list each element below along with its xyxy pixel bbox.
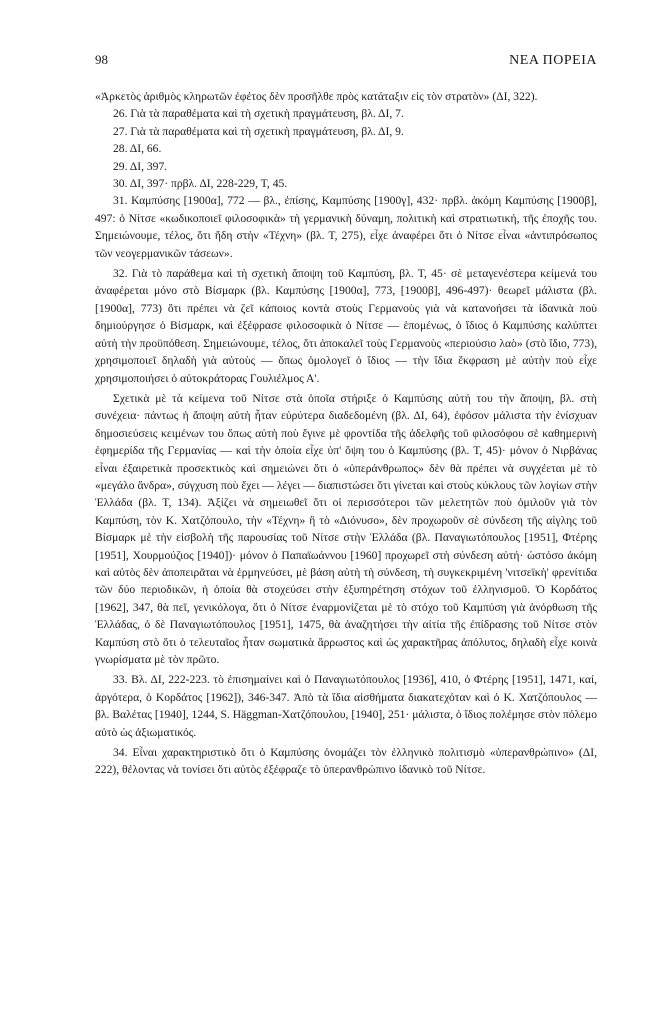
note-33: 33. Βλ. ΔΙ, 222-223. τὸ ἐπισημαίνει καὶ ὁ Παναγιωτόπουλος [1936], 410, ὁ Φτέρης [1951], 1471, καί, ἀργότερα, ὁ Κορδάτος [1962]), 346-347. Ἀπὸ τὰ ἴδια αἰσθήματα διακατεχόταν καὶ ὁ Κ. Χατζόπουλος — βλ. Βαλέτας [1940], 1244, S. Häggman-Χατζόπουλου, [1940], 251· μάλιστα, ὁ ἴδιος πολέμησε στὸν πόλεμο αὐτὸ ὡς ἀξιωματικός. <box>95 673 597 739</box>
page-number: 98 <box>95 52 108 67</box>
running-head: ΝΕΑ ΠΟΡΕΙΑ <box>509 53 597 68</box>
note-34: 34. Εἶναι χαρακτηριστικὸ ὅτι ὁ Καμπύσης ὀνομάζει τὸν ἑλληνικὸ πολιτισμὸ «ὑπερανθρώπινο» (ΔΙ, 222), θέλοντας νὰ τονίσει ὅτι αὐτὸς ἐξέφραζε τὸ ὑπερανθρώπινο ἰδανικὸ τοῦ Νίτσε. <box>95 746 597 777</box>
note-28: 28. ΔΙ, 66. <box>113 142 162 156</box>
note-27: 27. Γιὰ τὰ παραθέματα καὶ τὴ σχετικὴ πραγμάτευση, βλ. ΔΙ, 9. <box>113 124 404 138</box>
footnotes <box>95 88 597 779</box>
note-30: 30. ΔΙ, 397· πρβλ. ΔΙ, 228-229, Τ, 45. <box>113 177 288 191</box>
note-32: 32. Γιὰ τὸ παράθεμα καὶ τὴ σχετικὴ ἄποψη τοῦ Καμπύση, βλ. Τ, 45· σὲ μεταγενέστερα κείμενά του ἀναφέρεται μόνο στὸ Βίσμαρκ (βλ. Καμπύσης [1900α], 773, [1900β], 496-497)· θεωρεῖ μάλιστα (βλ. [1900α], 773) ὅτι πρέπει νὰ ζεῖ κάποιος κοντὰ στοὺς Γερμανοὺς γιὰ νὰ κατανοήσει τὰ ἰδανικὰ ποὺ δημιούργησε ὁ Βίσμαρκ, καὶ ἐξέφρασε φιλοσοφικὰ ὁ Νίτσε — ἑπομένως, ὁ ἴδιος ὁ Καμπύσης καλύπτει αὐτὴ τὴν προϋπόθεση. Σημειώνουμε, τέλος, ὅτι ἀποκαλεῖ τοὺς Γερμανοὺς «περιούσιο λαὸ» (στὸ ἴδιο, 773), χρησιμοποιεῖ δηλαδὴ γιὰ αὐτοὺς — ὅπως ὁμολογεῖ ὁ ἴδιος — τὴν ἴδια ἔκφραση μὲ αὐτὴν ποὺ εἶχε χρησιμοποιήσει ὁ αὐτοκράτορας Γουλιέλμος Α'. <box>95 267 597 385</box>
note-26: 26. Γιὰ τὰ παραθέματα καὶ τὴ σχετικὴ πραγμάτευση, βλ. ΔΙ, 7. <box>113 107 404 121</box>
note-29: 29. ΔΙ, 397. <box>113 159 168 173</box>
page <box>95 52 597 779</box>
note-32-continued: Σχετικὰ μὲ τὰ κείμενα τοῦ Νίτσε στὰ ὁποῖα στήριξε ὁ Καμπύσης αὐτή του τὴν ἄποψη, βλ. στὴ συνέχεια· πάντως ἡ ἄποψη αὐτὴ ἦταν εὐρύτερα διαδεδομένη (βλ. ΔΙ, 64), ἐφόσον μάλιστα τὴν ἐνίσχυαν δημοσιεύσεις κειμένων του ὅπως αὐτὴ ποὺ ἔγινε μὲ φροντίδα τῆς ἀδελφῆς τοῦ φιλοσόφου σὲ καθημερινὴ ἐφημερίδα τῆς Γερμανίας — καὶ τὴν ὁποία εἶχε ὑπ' ὄψη του ὁ Καμπύσης (βλ. Τ, 45)· μόνον ὁ Νιρβάνας εἶναι ἐξαιρετικὰ προσεκτικὸς καὶ σημειώνει ὅτι ὁ «ὑπεράνθρωπος» δὲν θὰ πρέπει νὰ συγχέεται μὲ τὸ «μεγάλο ἄνδρα», σύγχυση ποὺ ἔχει — λέγει — διαπιστώσει ὅτι γίνεται καὶ στοὺς κύκλους τῶν λογίων στὴν Ἑλλάδα (βλ. Τ, 134). Ἀξίζει νὰ σημειωθεῖ ὅτι οἱ περισσότεροι τῶν μελετητῶν ποὺ ὁμιλοῦν γιὰ τὸν Καμπύση, τὸν Κ. Χατζόπουλο, τὴν «Τέχνη» ἢ τὸ «Διόνυσο», δὲν προχωροῦν σὲ σύνδεση τῆς αἰγλης τοῦ Βίσμαρκ μὲ τὴν εἰσβολὴ τῆς παρουσίας τοῦ Νίτσε στὴν Ἑλλάδα (βλ. Παναγιωτόπουλος [1951], Φτέρης [1951], Χουρμούζιος [1940])· μόνον ὁ Παπαϊωάννου [1960] προχωρεῖ στὴ σύνδεση αὐτή· ὡστόσο ἀκόμη καὶ αὐτὸς δὲν ἀποπειρᾶται νὰ ἑρμηνεύσει, μὲ βάση αὐτὴ τὴ σύνδεση, τὴ συγκεκριμένη 'νιτσεϊκὴ' φρενίτιδα τῶν δύο περιοδικῶν, ἡ ὁποία θὰ στοχεύσει στὴν ἐξυπηρέτηση στόχων τοῦ ἑλληνισμοῦ. Ὁ Κορδάτος [1962], 347, θὰ πεῖ, γενικόλογα, ὅτι ὁ Νίτσε ἐναρμονίζεται μὲ τὸ στόχο τοῦ Καμπύση γιὰ ἀνόρθωση τῆς Ἑλλάδας, ὁ δὲ Παναγιωτόπουλος [1951], 1475, θὰ ἀναζητήσει τὴν αἰτία τῆς ἐπίδρασης τοῦ Νίτσε στὸν Καμπύση στὸ ὅτι ὁ τελευταῖος ἦταν σωματικὰ ἄρρωστος καὶ ὡς χαρακτῆρας ἀπόλυτος, δηλαδὴ εἶχε κοινὰ γνωρίσματα μὲ τὸν πρῶτο. <box>95 391 597 666</box>
page-header <box>95 52 597 88</box>
note-continuation: «Ἀρκετὸς ἀριθμὸς κληρωτῶν ἐφέτος δὲν προσῆλθε πρὸς κατάταξιν εἰς τὸν στρατὸν» (ΔΙ, 322). <box>95 90 538 103</box>
note-31: 31. Καμπύσης [1900α], 772 — βλ., ἐπίσης, Καμπύσης [1900γ], 432· πρβλ. ἀκόμη Καμπύσης [1900β], 497: ὁ Νίτσε «κωδικοποιεῖ φιλοσοφικὰ» τὴ γερμανικὴ δύναμη, πολιτικὴ καὶ στρατιωτική, τῆς ἐποχῆς του. Σημειώνουμε, τέλος, ὅτι ἤδη στὴν «Τέχνη» (βλ. Τ, 275), εἶχε ἀναφέρει ὅτι ὁ Νίτσε εἶναι «ἀντιπρόσωπος τῶν νεογερμανικῶν τάσεων». <box>95 194 597 260</box>
